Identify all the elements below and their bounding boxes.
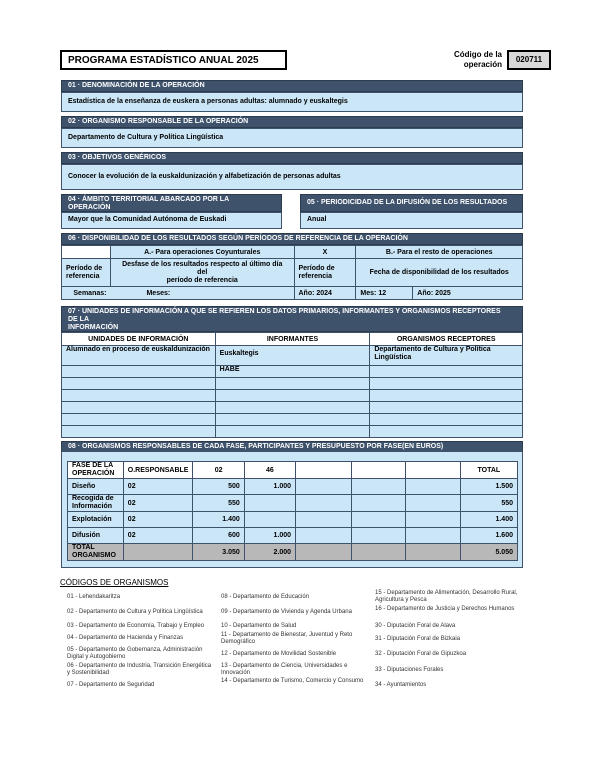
availability-date-label: Fecha de disponibilidad de los resultados bbox=[356, 259, 523, 287]
table-cell: HABE bbox=[215, 366, 370, 378]
total-cell bbox=[296, 544, 352, 561]
operation-code-label bbox=[440, 50, 502, 70]
code-item: 05 - Departamento de Gobernanza, Administración Digital y Autogobierno bbox=[67, 647, 203, 660]
selected-mark: X bbox=[294, 246, 356, 259]
col-header-receivers: ORGANISMOS RECEPTORES bbox=[370, 333, 523, 346]
code-item: 16 - Departamento de Justicia y Derechos Humanos bbox=[375, 606, 515, 612]
table-cell bbox=[62, 366, 216, 378]
col-header-units: UNIDADES DE INFORMACIÓN bbox=[62, 333, 216, 346]
row-total: 1.500 bbox=[460, 479, 517, 495]
table-cell bbox=[62, 426, 216, 438]
option-a-label: A.- Para operaciones Coyunturales bbox=[110, 246, 294, 259]
section-04-value: Mayor que la Comunidad Autónoma de Euskadi bbox=[61, 212, 282, 229]
code-item: 06 - Departamento de Industria, Transición Energética y Sostenibilidad bbox=[67, 663, 212, 676]
code-item: 09 - Departamento de Vivienda y Agenda Urbana bbox=[221, 609, 352, 615]
code-item: 31 - Diputación Foral de Bizkaia bbox=[375, 636, 461, 642]
code-item: 33 - Diputaciones Forales bbox=[375, 667, 444, 673]
table-cell bbox=[62, 378, 216, 390]
budget-cell bbox=[351, 528, 405, 544]
table-cell bbox=[62, 402, 216, 414]
org-header: 46 bbox=[244, 462, 295, 479]
delay-label-line-2: del bbox=[197, 268, 208, 276]
org-header bbox=[296, 462, 352, 479]
table-cell bbox=[370, 390, 523, 402]
budget-cell bbox=[296, 512, 352, 528]
table-cell bbox=[370, 402, 523, 414]
org-header bbox=[405, 462, 460, 479]
section-08-header: 08 · ORGANISMOS RESPONSABLES DE CADA FASE, PARTICIPANTES Y PRESUPUESTO POR FASE(EN EUROS) bbox=[61, 441, 523, 452]
total-cell: 2.000 bbox=[244, 544, 295, 561]
code-item: 32 - Diputación Foral de Gipuzkoa bbox=[375, 651, 467, 657]
budget-table bbox=[67, 461, 518, 561]
grand-total: 5.050 bbox=[460, 544, 517, 561]
reference-year: Año: 2024 bbox=[294, 287, 356, 300]
code-item: 34 - Ayuntamientos bbox=[375, 682, 427, 688]
responsible-code: 02 bbox=[123, 512, 193, 528]
responsible-code: 02 bbox=[123, 528, 193, 544]
section-03-header: 03 · OBJETIVOS GENÉRICOS bbox=[61, 152, 523, 164]
phase-name: Explotación bbox=[68, 512, 124, 528]
delay-label-line-1: Desfase de los resultados respecto al último día bbox=[122, 260, 283, 268]
table-cell bbox=[62, 390, 216, 402]
section-04-title-line-1: 04 · ÁMBITO TERRITORIAL ABARCADO POR LA bbox=[68, 196, 230, 203]
months-label: Meses: bbox=[110, 287, 294, 300]
responsible-code: 02 bbox=[123, 495, 193, 512]
budget-cell bbox=[405, 512, 460, 528]
code-label-line-1: Código de la bbox=[454, 50, 502, 59]
option-b-label: B.- Para el resto de operaciones bbox=[356, 246, 523, 259]
delay-label-line-3: período de referencia bbox=[166, 276, 238, 284]
budget-cell: 500 bbox=[193, 479, 244, 495]
row-total: 550 bbox=[460, 495, 517, 512]
codes-title: CÓDIGOS DE ORGANISMOS bbox=[60, 578, 169, 587]
section-07-title-line-2: DE LA bbox=[68, 316, 89, 323]
budget-cell bbox=[351, 479, 405, 495]
table-cell bbox=[62, 414, 216, 426]
code-item: 08 - Departamento de Educación bbox=[221, 594, 310, 600]
row-total: 1.600 bbox=[460, 528, 517, 544]
section-01-value: Estadística de la enseñanza de euskera a personas adultas: alumnado y euskaltegis bbox=[61, 92, 523, 112]
table-cell bbox=[215, 378, 370, 390]
table-cell bbox=[215, 390, 370, 402]
phase-name: Diseño bbox=[68, 479, 124, 495]
budget-cell bbox=[296, 479, 352, 495]
table-cell bbox=[215, 402, 370, 414]
code-item: 15 - Departamento de Alimentación, Desarrollo Rural, Agricultura y Pesca bbox=[375, 590, 518, 603]
budget-cell bbox=[244, 512, 295, 528]
total-cell: 3.050 bbox=[193, 544, 244, 561]
section-02-header: 02 · ORGANISMO RESPONSABLE DE LA OPERACIÓN bbox=[61, 116, 523, 128]
total-header: TOTAL bbox=[460, 462, 517, 479]
table-cell bbox=[215, 414, 370, 426]
code-item: 10 - Departamento de Salud bbox=[221, 623, 297, 629]
org-header bbox=[351, 462, 405, 479]
weeks-label: Semanas: bbox=[62, 287, 111, 300]
section-04-header bbox=[61, 194, 282, 212]
code-item: 13 - Departamento de Ciencia, Universidades e Innovación bbox=[221, 663, 348, 676]
phase-name: Difusión bbox=[68, 528, 124, 544]
section-07-header bbox=[61, 306, 523, 332]
availability-table bbox=[61, 245, 523, 300]
period-label-b bbox=[294, 259, 356, 287]
code-item: 14 - Departamento de Turismo, Comercio y Consumo bbox=[221, 678, 364, 684]
budget-cell bbox=[296, 528, 352, 544]
period-label-a-line-1: Período de bbox=[66, 264, 103, 272]
period-label-b-line-1: Período de bbox=[298, 264, 335, 272]
phase-name: Recogida de Información bbox=[68, 495, 124, 512]
period-label-b-line-2: referencia bbox=[298, 272, 332, 280]
section-07-title-line-3: INFORMACIÓN bbox=[68, 324, 119, 331]
section-06-header: 06 · DISPONIBILIDAD DE LOS RESULTADOS SEGÚN PERÍODOS DE REFERENCIA DE LA OPERACIÓN bbox=[61, 233, 523, 245]
responsible-header: O.RESPONSABLE bbox=[123, 462, 193, 479]
budget-cell: 1.000 bbox=[244, 479, 295, 495]
col-header-informants: INFORMANTES bbox=[215, 333, 370, 346]
budget-cell: 550 bbox=[193, 495, 244, 512]
total-organism-label: TOTAL ORGANISMO bbox=[68, 544, 124, 561]
budget-cell bbox=[405, 479, 460, 495]
code-item: 30 - Diputación Foral de Alava bbox=[375, 623, 456, 629]
table-cell bbox=[215, 426, 370, 438]
row-total: 1.400 bbox=[460, 512, 517, 528]
reference-month: Mes: 12 bbox=[356, 287, 413, 300]
code-item: 03 - Departamento de Economía, Trabajo y Empleo bbox=[67, 623, 205, 629]
availability-year: Año: 2025 bbox=[413, 287, 523, 300]
operation-code-value: 020711 bbox=[507, 50, 551, 70]
period-label-a bbox=[62, 259, 111, 287]
section-04-title-line-2: OPERACIÓN bbox=[68, 204, 111, 211]
page-title: PROGRAMA ESTADÍSTICO ANUAL 2025 bbox=[60, 50, 287, 70]
section-01-header: 01 · DENOMINACIÓN DE LA OPERACIÓN bbox=[61, 80, 523, 92]
delay-label bbox=[110, 259, 294, 287]
information-units-table bbox=[61, 332, 523, 438]
total-cell bbox=[351, 544, 405, 561]
budget-cell bbox=[405, 495, 460, 512]
period-label-a-line-2: referencia bbox=[66, 272, 100, 280]
total-cell bbox=[123, 544, 193, 561]
code-item: 01 - Lehendakaritza bbox=[67, 594, 121, 600]
table-cell bbox=[370, 378, 523, 390]
table-cell bbox=[370, 414, 523, 426]
code-item: 07 - Departamento de Seguridad bbox=[67, 682, 155, 688]
budget-cell bbox=[351, 495, 405, 512]
section-02-value: Departamento de Cultura y Política Lingüística bbox=[61, 128, 523, 148]
table-cell: Euskaltegis bbox=[215, 346, 370, 366]
table-cell: Departamento de Cultura y Política Lingüística bbox=[370, 346, 523, 366]
budget-cell bbox=[296, 495, 352, 512]
phase-header: FASE DE LA OPERACIÓN bbox=[68, 462, 124, 479]
section-05-value: Anual bbox=[300, 212, 523, 229]
responsible-code: 02 bbox=[123, 479, 193, 495]
budget-cell: 600 bbox=[193, 528, 244, 544]
section-07-title-line-1: 07 · UNIDADES DE INFORMACIÓN A QUE SE REFIEREN LOS DATOS PRIMARIOS, INFORMANTES Y ORGANISMOS RECEPTORES bbox=[68, 308, 501, 315]
budget-cell bbox=[244, 495, 295, 512]
budget-cell bbox=[405, 528, 460, 544]
code-item: 02 - Departamento de Cultura y Política Lingüística bbox=[67, 609, 203, 615]
table-cell: Alumnado en proceso de euskaldunización bbox=[62, 346, 216, 366]
budget-cell bbox=[351, 512, 405, 528]
total-cell bbox=[405, 544, 460, 561]
table-cell bbox=[370, 426, 523, 438]
section-05-header: 05 · PERIODICIDAD DE LA DIFUSIÓN DE LOS RESULTADOS bbox=[300, 194, 523, 212]
code-item: 11 - Departamento de Bienestar, Juventud y Reto Demográfico bbox=[221, 632, 353, 645]
code-label-line-2: operación bbox=[463, 60, 502, 69]
code-item: 12 - Departamento de Movilidad Sostenible bbox=[221, 651, 337, 657]
org-header: 02 bbox=[193, 462, 244, 479]
code-item: 04 - Departamento de Hacienda y Finanzas bbox=[67, 635, 184, 641]
budget-cell: 1.000 bbox=[244, 528, 295, 544]
budget-cell: 1.400 bbox=[193, 512, 244, 528]
section-03-value: Conocer la evolución de la euskaldunización y alfabetización de personas adultas bbox=[61, 164, 523, 190]
table-cell bbox=[370, 366, 523, 378]
